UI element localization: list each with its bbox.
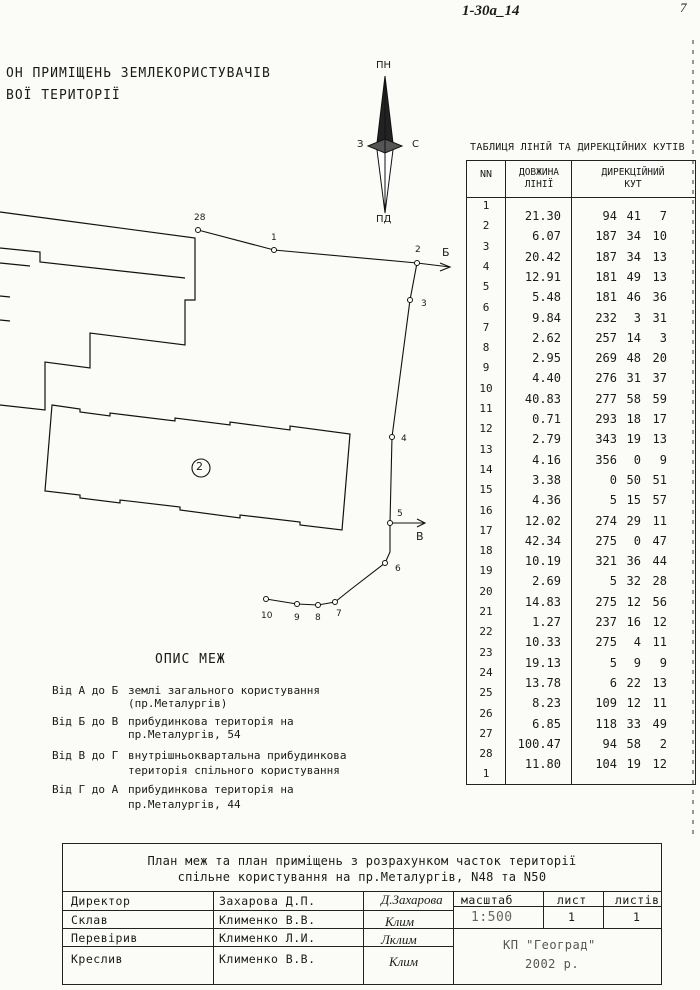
angle-sec: 3 (659, 330, 667, 345)
angle-deg: 276 (595, 371, 617, 386)
angle-deg: 321 (595, 554, 617, 569)
lines-angles-table (466, 160, 696, 785)
point-number: 5 (482, 280, 490, 294)
signature-compiled: Клим (385, 914, 415, 929)
title-block (62, 843, 662, 985)
angle-deg: 109 (595, 696, 617, 711)
angle-deg: 104 (595, 757, 617, 772)
angle-deg: 343 (595, 432, 617, 447)
direction-angle (573, 453, 693, 467)
angle-min: 33 (626, 716, 641, 731)
point-label-9: 9 (294, 613, 300, 623)
compass-west-label: З (357, 139, 364, 150)
angle-deg: 0 (609, 472, 617, 487)
line-length: 8.23 (532, 696, 561, 711)
point-number: 18 (479, 544, 493, 558)
point-number: 21 (479, 605, 493, 618)
direction-angle (573, 351, 693, 365)
point-number: 15 (479, 483, 493, 497)
angle-sec: 13 (652, 675, 667, 690)
col-header-length-1: ДОВЖИНА (518, 167, 560, 178)
point-number: 13 (479, 442, 493, 456)
signature-director: Д.Захарова (381, 892, 443, 907)
angle-sec: 51 (652, 472, 667, 487)
point-label-2: 2 (415, 245, 421, 255)
name-director: Захарова Д.П. (219, 894, 316, 908)
angle-deg: 5 (609, 493, 617, 508)
angle-deg: 274 (595, 513, 617, 528)
direction-angle (573, 656, 693, 670)
angle-min: 31 (626, 371, 641, 386)
point-number: 9 (482, 361, 490, 375)
role-compiled: Склав (71, 913, 109, 927)
direction-angle (573, 229, 693, 243)
table-title: ТАБЛИЦЯ ЛІНІЙ ТА ДИРЕКЦІЙНИХ КУТІВ (470, 142, 685, 153)
angle-min: 19 (626, 757, 641, 772)
angle-deg: 237 (595, 615, 617, 629)
direction-angle (573, 290, 693, 304)
angle-sec: 11 (652, 513, 667, 528)
angle-min: 34 (626, 249, 641, 264)
scale-value: 1:500 (471, 910, 513, 925)
direction-label-v: В (416, 530, 424, 543)
compass-rose-icon (368, 76, 402, 213)
angle-sec: 2 (659, 736, 667, 751)
signature-checked: Лклим (381, 932, 417, 947)
col-header-angle-2: КУТ (624, 179, 642, 190)
direction-angle (573, 311, 693, 325)
angle-min: 18 (626, 412, 641, 426)
point-number: 28 (479, 747, 493, 761)
boundary-from-2: Від Б до В (52, 715, 119, 728)
angle-min: 0 (633, 452, 641, 467)
col-header-length-2: ЛІНІЇ (524, 179, 554, 190)
role-drafted: Креслив (71, 952, 123, 966)
direction-angle (573, 412, 693, 426)
angle-sec: 49 (652, 716, 667, 731)
angle-sec: 44 (652, 554, 667, 569)
point-number: 1 (482, 767, 490, 781)
boundary-from-4: Від Г до А (52, 783, 119, 796)
direction-angle (573, 615, 693, 629)
angle-sec: 47 (652, 533, 667, 548)
point-number: 8 (482, 341, 490, 355)
line-length: 2.69 (532, 574, 561, 589)
angle-min: 46 (626, 290, 641, 305)
direction-angle (573, 574, 693, 588)
line-length: 0.71 (532, 412, 561, 426)
direction-angle (573, 392, 693, 406)
point-label-28: 28 (194, 213, 206, 223)
point-label-6: 6 (395, 564, 401, 574)
plan-title-line-2: ВОЇ ТЕРИТОРІЇ (6, 88, 121, 103)
line-length: 4.40 (532, 371, 561, 386)
year: 2002 р. (525, 957, 580, 971)
point-number: 14 (479, 462, 493, 476)
line-length: 14.83 (524, 594, 561, 609)
angle-min: 16 (626, 615, 641, 629)
document-number: 1-30а_14 (462, 3, 520, 19)
angle-deg: 181 (595, 269, 617, 284)
angle-sec: 28 (652, 574, 667, 589)
stamp-title-line-2: спільне користування на пр.Металургів, N48 та N50 (177, 870, 547, 884)
direction-angle (573, 270, 693, 284)
angle-deg: 275 (595, 533, 617, 548)
angle-deg: 94 (602, 209, 617, 223)
line-length: 4.36 (532, 493, 561, 508)
angle-sec: 36 (652, 290, 667, 305)
angle-min: 3 (633, 310, 641, 325)
col-header-nn: NN (479, 169, 493, 180)
angle-deg: 275 (595, 635, 617, 650)
compass-south-label: ПД (376, 214, 392, 225)
boundary-desc-3a: внутрішньоквартальна прибудинкова (128, 749, 347, 762)
boundary-desc-1a: землі загального користування (128, 684, 321, 697)
angle-deg: 293 (595, 412, 617, 426)
angle-deg: 5 (609, 574, 617, 589)
line-length: 12.02 (524, 513, 561, 528)
line-length: 11.80 (524, 757, 561, 772)
sheets-label: листів (615, 893, 660, 907)
line-length: 40.83 (524, 391, 561, 406)
point-number: 2 (482, 219, 490, 233)
boundaries-title: ОПИС МЕЖ (155, 652, 226, 667)
point-number: 19 (479, 564, 493, 578)
line-length: 13.78 (524, 675, 561, 690)
angle-min: 41 (626, 209, 641, 223)
direction-angle (573, 331, 693, 345)
point-label-5: 5 (397, 509, 403, 519)
direction-angle (573, 514, 693, 528)
angle-sec: 13 (652, 249, 667, 264)
point-number: 12 (479, 422, 493, 436)
angle-sec: 7 (659, 209, 667, 223)
direction-angle (573, 737, 693, 751)
point-label-7: 7 (336, 609, 342, 619)
point-number: 7 (482, 320, 490, 334)
direction-angle (573, 371, 693, 385)
point-number: 26 (479, 706, 493, 720)
angle-min: 58 (626, 391, 641, 406)
point-number: 17 (479, 523, 493, 537)
parcel-number-label: 2 (196, 460, 203, 473)
direction-angle (573, 595, 693, 609)
angle-min: 58 (626, 736, 641, 751)
name-drafted: Клименко В.В. (219, 952, 316, 966)
angle-min: 29 (626, 513, 641, 528)
angle-min: 32 (626, 574, 641, 589)
line-length: 4.16 (532, 452, 561, 467)
angle-sec: 57 (652, 493, 667, 508)
point-number: 16 (479, 503, 493, 517)
direction-angle (573, 696, 693, 710)
point-number: 3 (482, 239, 490, 253)
point-number: 1 (482, 199, 490, 212)
angle-deg: 356 (595, 452, 617, 467)
angle-min: 34 (626, 229, 641, 244)
angle-min: 14 (626, 330, 641, 345)
boundary-desc-4a: прибудинкова територія на (128, 783, 294, 796)
angle-deg: 269 (595, 351, 617, 366)
direction-label-b: Б (442, 246, 450, 259)
angle-sec: 9 (659, 452, 667, 467)
angle-sec: 12 (652, 615, 667, 629)
point-number: 25 (479, 686, 493, 700)
angle-deg: 277 (595, 391, 617, 406)
direction-angle (573, 676, 693, 690)
compass-north-label: ПН (376, 60, 392, 71)
line-length: 19.13 (524, 655, 561, 670)
line-length: 2.62 (532, 330, 561, 345)
line-length: 6.07 (532, 229, 561, 244)
angle-deg: 187 (595, 249, 617, 264)
angle-deg: 181 (595, 290, 617, 305)
col-header-angle-1: ДИРЕКЦІЙНИЙ (601, 167, 665, 178)
point-number: 20 (479, 584, 493, 598)
point-label-3: 3 (421, 299, 427, 309)
line-length: 10.33 (524, 635, 561, 650)
point-label-1: 1 (271, 233, 277, 243)
sheet-value: 1 (568, 910, 576, 924)
point-number: 6 (482, 300, 490, 314)
angle-sec: 59 (652, 391, 667, 406)
point-number: 4 (482, 259, 490, 273)
page-number: 7 (680, 0, 687, 15)
angle-sec: 13 (652, 269, 667, 284)
line-length: 100.47 (517, 736, 561, 751)
angle-sec: 9 (659, 655, 667, 670)
boundary-desc-2a: прибудинкова територія на (128, 715, 294, 728)
line-length: 12.91 (524, 269, 561, 284)
point-label-4: 4 (401, 434, 407, 444)
angle-min: 36 (626, 554, 641, 569)
direction-angle (573, 554, 693, 568)
angle-min: 0 (633, 533, 641, 548)
direction-angle (573, 757, 693, 771)
angle-min: 49 (626, 269, 641, 284)
line-length: 10.19 (524, 554, 561, 569)
name-checked: Клименко Л.И. (219, 931, 316, 945)
angle-min: 12 (626, 696, 641, 711)
direction-angle (573, 493, 693, 507)
compass-east-label: С (412, 139, 419, 150)
point-number: 27 (479, 726, 493, 740)
point-number: 10 (479, 381, 493, 395)
angle-deg: 6 (609, 675, 617, 690)
name-compiled: Клименко В.В. (219, 913, 316, 927)
boundary-desc-2b: пр.Металургів, 54 (128, 728, 241, 741)
sheets-value: 1 (633, 910, 641, 924)
angle-min: 15 (626, 493, 641, 508)
point-label-10: 10 (261, 611, 273, 621)
angle-min: 50 (626, 472, 641, 487)
angle-sec: 10 (652, 229, 667, 244)
scale-label: масштаб (461, 893, 513, 907)
angle-deg: 257 (595, 330, 617, 345)
angle-sec: 56 (652, 594, 667, 609)
line-length: 21.30 (524, 209, 561, 223)
boundary-desc-3b: територія спільного користування (128, 764, 340, 777)
direction-angle (573, 635, 693, 649)
point-number: 24 (479, 665, 493, 679)
boundary-desc-1b: (пр.Металургів) (128, 697, 228, 710)
stamp-title-line-1: План меж та план приміщень з розрахунком часток території (147, 854, 577, 868)
angle-sec: 11 (652, 696, 667, 711)
point-number: 11 (479, 402, 493, 415)
angle-min: 22 (626, 675, 641, 690)
line-length: 3.38 (532, 472, 561, 487)
angle-sec: 37 (652, 371, 667, 386)
angle-min: 48 (626, 351, 641, 366)
angle-sec: 20 (652, 351, 667, 366)
line-length: 6.85 (532, 716, 561, 731)
angle-min: 9 (633, 655, 641, 670)
boundary-from-1: Від А до Б (52, 684, 119, 697)
organization-name: КП "Геоград" (503, 938, 596, 952)
angle-deg: 118 (595, 716, 617, 731)
point-number: 22 (479, 625, 493, 639)
sheet-label: лист (557, 893, 587, 907)
angle-sec: 11 (652, 635, 667, 650)
point-label-8: 8 (315, 613, 321, 623)
point-number: 23 (479, 645, 493, 659)
direction-angle (573, 432, 693, 446)
angle-deg: 94 (602, 736, 617, 751)
line-length: 20.42 (524, 249, 561, 264)
angle-deg: 187 (595, 229, 617, 244)
line-length: 2.95 (532, 351, 561, 366)
direction-angle (573, 209, 693, 223)
line-length: 2.79 (532, 432, 561, 447)
plan-title-line-1: ОН ПРИМІЩЕНЬ ЗЕМЛЕКОРИСТУВАЧІВ (6, 66, 271, 81)
angle-sec: 17 (652, 412, 667, 426)
angle-min: 19 (626, 432, 641, 447)
signature-drafted: Клим (389, 954, 419, 969)
angle-sec: 31 (652, 310, 667, 325)
line-length: 5.48 (532, 290, 561, 305)
role-checked: Перевірив (71, 931, 138, 945)
direction-angle (573, 250, 693, 264)
boundary-desc-4b: пр.Металургів, 44 (128, 798, 241, 811)
angle-deg: 275 (595, 594, 617, 609)
direction-angle (573, 717, 693, 731)
line-length: 42.34 (524, 533, 561, 548)
angle-deg: 5 (609, 655, 617, 670)
direction-angle (573, 534, 693, 548)
angle-deg: 232 (595, 310, 617, 325)
line-length: 9.84 (532, 310, 561, 325)
angle-sec: 13 (652, 432, 667, 447)
line-length: 1.27 (532, 615, 561, 629)
angle-min: 4 (633, 635, 641, 650)
angle-min: 12 (626, 594, 641, 609)
angle-sec: 12 (652, 757, 667, 772)
role-director: Директор (71, 894, 131, 908)
boundary-from-3: Від В до Г (52, 749, 119, 762)
direction-angle (573, 473, 693, 487)
